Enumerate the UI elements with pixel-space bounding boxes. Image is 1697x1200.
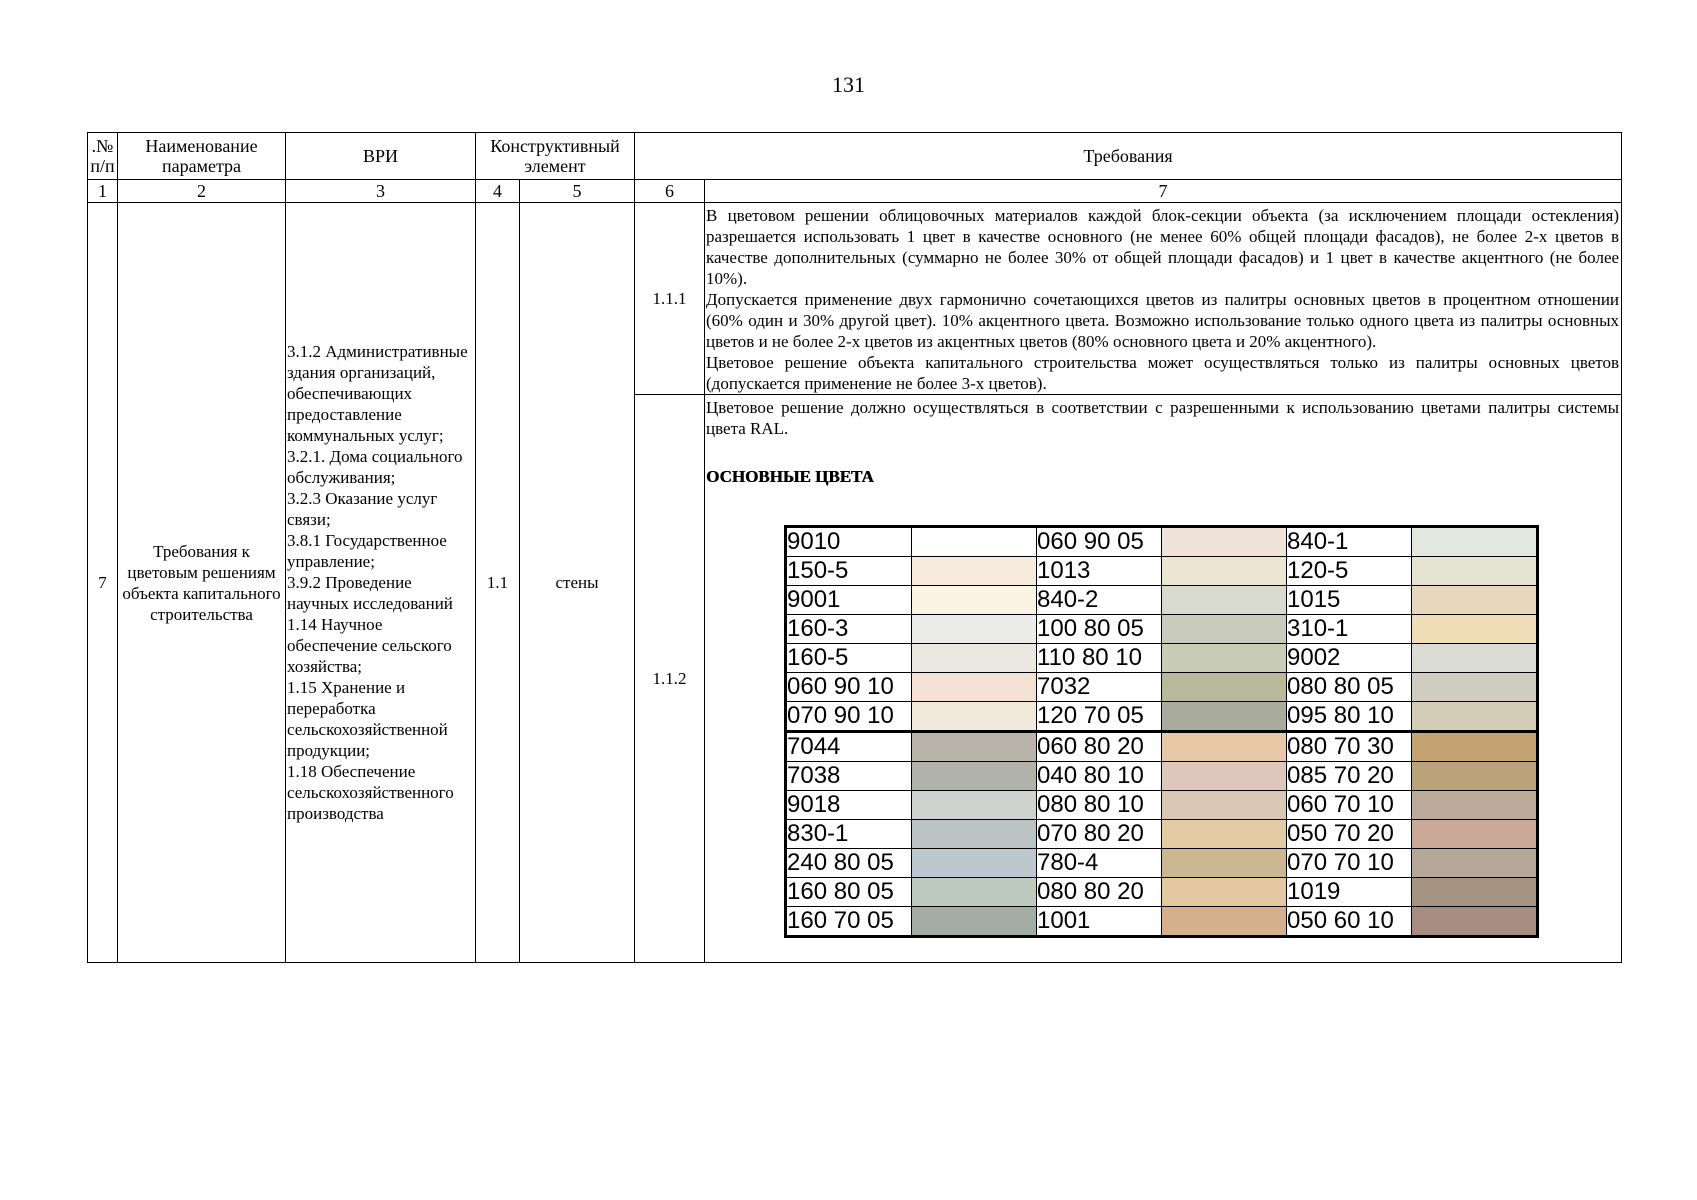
color-code: 830-1 (786, 820, 912, 849)
color-swatch (912, 732, 1037, 762)
color-swatch (1412, 557, 1538, 586)
color-swatch (912, 527, 1037, 557)
color-code: 070 80 20 (1037, 820, 1162, 849)
column-number-row (88, 180, 1622, 203)
color-code: 840-2 (1037, 586, 1162, 615)
color-code: 1019 (1287, 878, 1412, 907)
vri-item: 1.18 Обеспечение сельскохозяйственного производства (287, 762, 454, 823)
color-code: 070 90 10 (786, 702, 912, 732)
color-swatch (912, 702, 1037, 732)
palette-row (786, 820, 1538, 849)
requirement-text-1-1-2 (705, 395, 1622, 963)
color-swatch (1412, 673, 1538, 702)
color-code: 160 80 05 (786, 878, 912, 907)
column-number: 6 (635, 180, 705, 203)
palette-row (786, 527, 1538, 557)
requirements-table (87, 132, 1622, 963)
color-code: 9018 (786, 791, 912, 820)
color-swatch (1162, 557, 1287, 586)
color-code: 240 80 05 (786, 849, 912, 878)
color-swatch (912, 615, 1037, 644)
palette-row (786, 557, 1538, 586)
color-code: 070 70 10 (1287, 849, 1412, 878)
palette-row (786, 732, 1538, 762)
element-code: 1.1 (476, 203, 520, 963)
color-code: 085 70 20 (1287, 762, 1412, 791)
header-num: .№ п/п (88, 133, 118, 180)
color-swatch (1162, 615, 1287, 644)
color-swatch (1412, 615, 1538, 644)
color-code: 060 90 10 (786, 673, 912, 702)
color-swatch (912, 673, 1037, 702)
color-swatch (1412, 791, 1538, 820)
color-code: 080 80 05 (1287, 673, 1412, 702)
color-swatch (1162, 820, 1287, 849)
vri-item: 1.14 Научное обеспечение сельского хозяйства; (287, 615, 452, 676)
color-code: 095 80 10 (1287, 702, 1412, 732)
color-swatch (1412, 527, 1538, 557)
vri-item: 3.9.2 Проведение научных исследований (287, 573, 453, 613)
color-code: 7038 (786, 762, 912, 791)
palette-row (786, 673, 1538, 702)
color-code: 780-4 (1037, 849, 1162, 878)
requirement-paragraph: Допускается применение двух гармонично сочетающихся цветов из палитры основных цветов в процентном отношении (60% один и 30% другой цвет). 10% акцентного цвета. Возможно использование только одного цвета из палитры основных цветов и не более 2-х цветов из акцентных цветов (80% основного цвета и 20% акцентного). (706, 290, 1620, 351)
color-code: 150-5 (786, 557, 912, 586)
color-swatch (1162, 762, 1287, 791)
color-code: 1001 (1037, 907, 1162, 937)
color-swatch (912, 820, 1037, 849)
column-number: 1 (88, 180, 118, 203)
color-code: 080 80 10 (1037, 791, 1162, 820)
color-swatch (1412, 702, 1538, 732)
requirement-paragraph: Цветовое решение должно осуществляться в соответствии с разрешенными к использованию цветами палитры системы цвета RAL. (706, 398, 1620, 438)
column-number: 3 (286, 180, 476, 203)
color-swatch (1162, 702, 1287, 732)
header-row (88, 133, 1622, 180)
column-number: 2 (118, 180, 286, 203)
table-row (88, 203, 1622, 395)
color-swatch (1162, 791, 1287, 820)
column-number: 5 (520, 180, 635, 203)
color-code: 110 80 10 (1037, 644, 1162, 673)
vri-item: 3.1.2 Административные здания организаций, обеспечивающих предоставление коммунальных услуг; (287, 342, 468, 445)
color-swatch (912, 586, 1037, 615)
color-swatch (1162, 907, 1287, 937)
requirement-text-1-1-1 (705, 203, 1622, 395)
header-requirements: Требования (635, 133, 1622, 180)
color-code: 160 70 05 (786, 907, 912, 937)
vri-item: 3.8.1 Государственное управление; (287, 531, 447, 571)
color-code: 040 80 10 (1037, 762, 1162, 791)
color-code: 160-3 (786, 615, 912, 644)
color-swatch (1412, 849, 1538, 878)
palette-row (786, 907, 1538, 937)
vri-item: 1.15 Хранение и переработка сельскохозяйственной продукции; (287, 678, 448, 760)
header-element: Конструктивный элемент (476, 133, 635, 180)
color-swatch (1162, 586, 1287, 615)
palette-row (786, 586, 1538, 615)
color-code: 080 70 30 (1287, 732, 1412, 762)
color-swatch (1412, 762, 1538, 791)
color-swatch (1412, 907, 1538, 937)
vri-item: 3.2.3 Оказание услуг связи; (287, 489, 438, 529)
color-swatch (1162, 527, 1287, 557)
color-swatch (1162, 732, 1287, 762)
color-code: 7044 (786, 732, 912, 762)
palette-row (786, 849, 1538, 878)
page-number: 131 (832, 72, 865, 97)
color-code: 050 60 10 (1287, 907, 1412, 937)
palette-row (786, 644, 1538, 673)
color-swatch (912, 849, 1037, 878)
color-code: 100 80 05 (1037, 615, 1162, 644)
color-swatch (912, 791, 1037, 820)
palette-row (786, 702, 1538, 732)
color-code: 9001 (786, 586, 912, 615)
color-swatch (1412, 878, 1538, 907)
color-code: 160-5 (786, 644, 912, 673)
color-code: 840-1 (1287, 527, 1412, 557)
color-swatch (912, 878, 1037, 907)
color-palette-table (784, 525, 1539, 938)
color-code: 310-1 (1287, 615, 1412, 644)
color-code: 9010 (786, 527, 912, 557)
column-number: 7 (705, 180, 1622, 203)
palette-row (786, 615, 1538, 644)
color-swatch (1162, 644, 1287, 673)
palette-row (786, 878, 1538, 907)
sub-code-1-1-2: 1.1.2 (635, 395, 705, 963)
color-swatch (912, 644, 1037, 673)
color-swatch (1162, 673, 1287, 702)
color-code: 9002 (1287, 644, 1412, 673)
color-code: 060 70 10 (1287, 791, 1412, 820)
color-code: 1015 (1287, 586, 1412, 615)
color-swatch (1412, 586, 1538, 615)
column-number: 4 (476, 180, 520, 203)
color-swatch (1412, 820, 1538, 849)
color-code: 060 80 20 (1037, 732, 1162, 762)
sub-code-1-1-1: 1.1.1 (635, 203, 705, 395)
header-vri: ВРИ (286, 133, 476, 180)
color-code: 120 70 05 (1037, 702, 1162, 732)
row-vri-list (286, 203, 476, 963)
row-number: 7 (88, 203, 118, 963)
palette-title: ОСНОВНЫЕ ЦВЕТА (706, 467, 874, 486)
color-swatch (912, 762, 1037, 791)
color-swatch (1162, 878, 1287, 907)
color-code: 1013 (1037, 557, 1162, 586)
color-swatch (1162, 849, 1287, 878)
color-code: 120-5 (1287, 557, 1412, 586)
color-swatch (912, 907, 1037, 937)
requirement-paragraph: Цветовое решение объекта капитального строительства может осуществляться только из палитры основных цветов (допускается применение не более 3-х цветов). (706, 353, 1620, 393)
palette-row (786, 791, 1538, 820)
palette-row (786, 762, 1538, 791)
vri-item: 3.2.1. Дома социального обслуживания; (287, 447, 463, 487)
color-swatch (1412, 644, 1538, 673)
header-param: Наименование параметра (118, 133, 286, 180)
row-param: Требования к цветовым решениям объекта капитального строительства (118, 203, 286, 963)
color-swatch (1412, 732, 1538, 762)
color-code: 7032 (1037, 673, 1162, 702)
color-code: 060 90 05 (1037, 527, 1162, 557)
color-code: 050 70 20 (1287, 820, 1412, 849)
color-swatch (912, 557, 1037, 586)
requirement-paragraph: В цветовом решении облицовочных материалов каждой блок-секции объекта (за исключением площади остекления) разрешается использовать 1 цвет в качестве основного (не менее 60% общей площади фасадов), не более 2-х цветов в качестве дополнительных (суммарно не более 30% от общей площади фасадов) и 1 цвет в качестве акцентного (не более 10%). (706, 206, 1620, 288)
element-name: стены (520, 203, 635, 963)
color-code: 080 80 20 (1037, 878, 1162, 907)
